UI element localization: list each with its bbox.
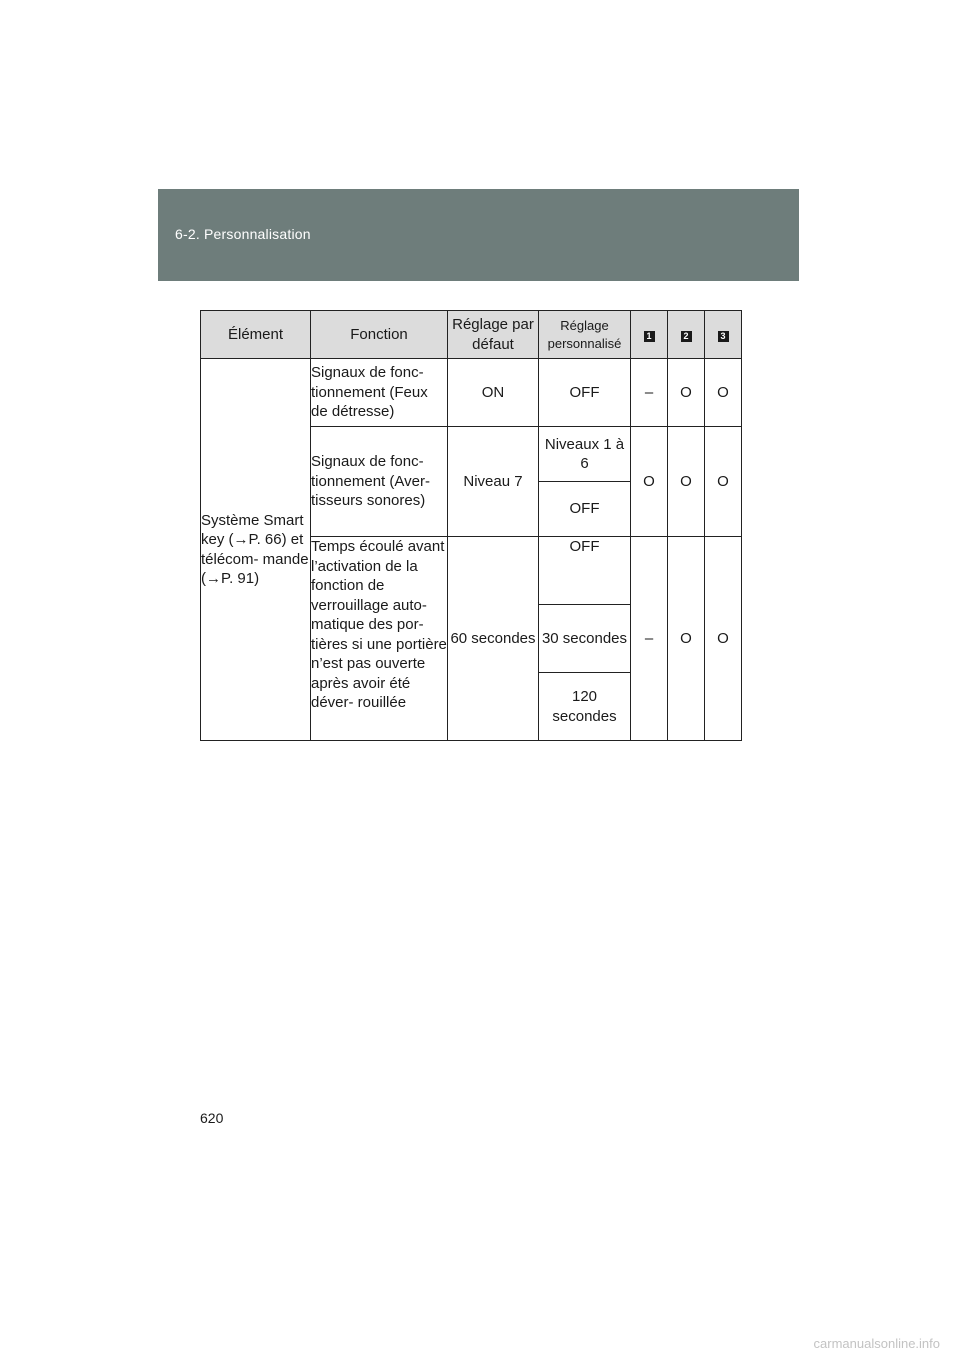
default-cell: Niveau 7	[448, 427, 539, 537]
header-col-1	[631, 311, 668, 359]
col1-cell: –	[631, 359, 668, 427]
header-default: Réglage par défaut	[448, 311, 539, 359]
section-title: 6-2. Personnalisation	[175, 226, 311, 242]
col2-cell: O	[668, 427, 705, 537]
table-row	[201, 359, 742, 427]
col2-cell: O	[668, 537, 705, 741]
table-header-row	[201, 311, 742, 359]
header-col-2	[668, 311, 705, 359]
number-1-icon: 1	[644, 331, 655, 342]
col3-cell: O	[705, 359, 742, 427]
header-col-3	[705, 311, 742, 359]
number-3-icon: 3	[718, 331, 729, 342]
col1-cell: O	[631, 427, 668, 537]
custom-cell: OFF	[539, 482, 631, 537]
custom-cell: 30 secondes	[539, 605, 631, 673]
function-cell: Signaux de fonc- tionnement (Feux de détresse)	[311, 359, 448, 427]
col1-cell: –	[631, 537, 668, 741]
col2-cell: O	[668, 359, 705, 427]
header-custom: Réglage personnalisé	[539, 311, 631, 359]
footer-watermark: carmanualsonline.info	[813, 1336, 940, 1351]
header-element: Élément	[201, 311, 311, 359]
header-function: Fonction	[311, 311, 448, 359]
col3-cell: O	[705, 537, 742, 741]
number-2-icon: 2	[681, 331, 692, 342]
function-cell: Temps écoulé avant l’activation de la fonction de verrouillage auto- matique des por- tières si une portière n’est pas ouverte après avoir été déver- rouillée	[311, 537, 448, 741]
default-cell: 60 secondes	[448, 537, 539, 741]
page-number: 620	[200, 1110, 224, 1126]
custom-cell: Niveaux 1 à 6	[539, 427, 631, 482]
settings-table	[200, 310, 742, 741]
function-cell: Signaux de fonc- tionnement (Aver- tisseurs sonores)	[311, 427, 448, 537]
default-cell: ON	[448, 359, 539, 427]
custom-cell: OFF	[539, 537, 631, 605]
col3-cell: O	[705, 427, 742, 537]
custom-cell: 120 secondes	[539, 673, 631, 741]
element-cell: Système Smart key (→P. 66) et télécom- mande (→P. 91)	[201, 359, 311, 741]
custom-cell: OFF	[539, 359, 631, 427]
